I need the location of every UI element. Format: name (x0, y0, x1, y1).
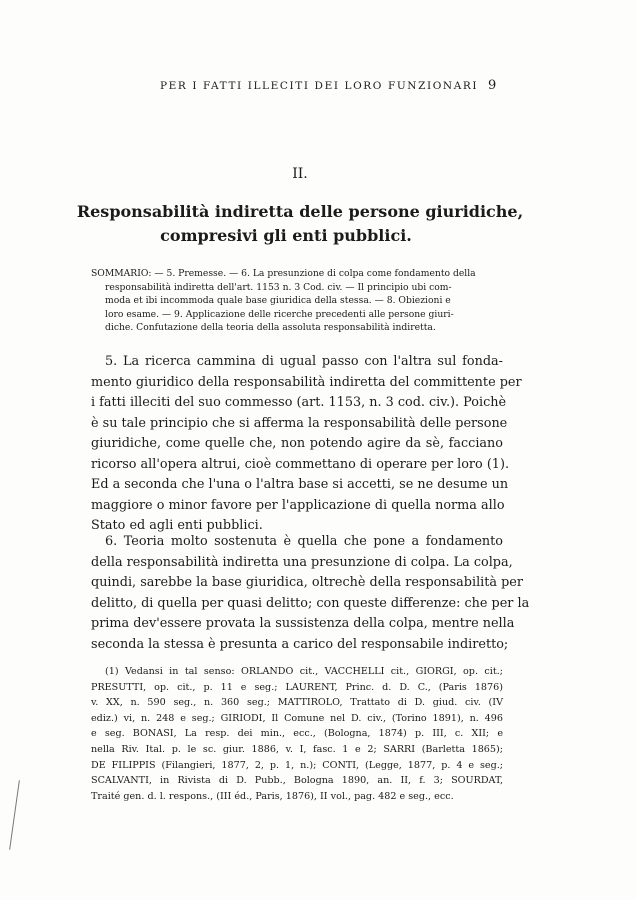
text-line: della responsabilità indiretta una presunzione di colpa. La colpa, (91, 554, 513, 570)
text-line: 6. Teoria molto sostenuta è quella che pone a fondamento (105, 534, 503, 549)
margin-pencil-mark (9, 780, 20, 849)
text-line: seconda la stessa è presunta a carico del responsabile indiretto; (91, 636, 509, 652)
footnote-line: e seg. BONASI, La resp. dei min., ecc., (Bologna, 1874) p. III, c. XII; e (91, 728, 503, 740)
text-line: delitto, di quella per quasi delitto; con queste differenze: che per la (91, 595, 530, 611)
text-line: è su tale principio che si afferma la responsabilità delle persone (91, 415, 508, 431)
footnote-line: DE FILIPPIS (Filangieri, 1877, 2, p. 1, n.); CONTI, (Legge, 1877, p. 4 e seg.; (91, 759, 503, 771)
summary-line: loro esame. — 9. Applicazione delle ricerche precedenti alle persone giuri- (105, 308, 454, 320)
footnote-line: PRESUTTI, op. cit., p. 11 e seg.; LAURENT, Princ. d. D. C., (Paris 1876) (91, 681, 503, 693)
section-number: II. (292, 166, 308, 182)
text-line: prima dev'essere provata la sussistenza della colpa, mentre nella (91, 616, 515, 631)
summary-line: SOMMARIO: — 5. Premesse. — 6. La presunzione di colpa come fondamento della (91, 268, 476, 279)
summary (91, 267, 501, 335)
footnote-line: SCALVANTI, in Rivista di D. Pubb., Bologna 1890, an. II, f. 3; SOURDAT, (91, 775, 503, 787)
text-line: mento giuridico della responsabilità indiretta del committente per (91, 374, 522, 390)
section-title-line-1: Responsabilità indiretta delle persone giuridiche, (76, 202, 524, 221)
text-line: Stato ed agli enti pubblici. (91, 518, 263, 533)
section-title-line-2: compresivi gli enti pubblici. (160, 226, 412, 245)
text-line: maggiore o minor favore per l'applicazione di quella norma allo (91, 497, 505, 513)
footnote-line: nella Riv. Ital. p. le sc. giur. 1886, v. I, fasc. 1 e 2; SARRI (Barletta 1865); (91, 743, 503, 755)
footnote-line: (1) Vedansi in tal senso: ORLANDO cit., VACCHELLI cit., GIORGI, op. cit.; (105, 666, 503, 677)
footnote-line: v. XX, n. 590 seg., n. 360 seg.; MATTIROLO, Trattato di D. giud. civ. (IV (91, 697, 503, 709)
running-header: PER I FATTI ILLECITI DEI LORO FUNZIONARI (160, 80, 479, 92)
paragraph-6 (91, 532, 530, 655)
footnote-line: ediz.) vi, n. 248 e seg.; GIRIODI, Il Comune nel D. civ., (Torino 1891), n. 496 (91, 712, 503, 724)
text-line: Ed a seconda che l'una o l'altra base si accetti, se ne desume un (91, 477, 509, 492)
footnote-line: Traité gen. d. l. respons., (III éd., Paris, 1876), II vol., pag. 482 e seg., ecc. (91, 790, 454, 802)
text-line: i fatti illeciti del suo commesso (art. 1153, n. 3 cod. civ.). Poichè (91, 395, 507, 410)
summary-line: moda et ibi incommoda quale base giuridica della stessa. — 8. Obiezioni e (105, 295, 451, 306)
text-line: 5. La ricerca cammina di ugual passo con l'altra sul fonda- (105, 354, 503, 369)
footnote (91, 664, 503, 804)
text-line: quindi, sarebbe la base giuridica, oltrechè della responsabilità per (91, 575, 523, 590)
paragraph-5 (91, 352, 522, 537)
page-number: 9 (488, 78, 497, 93)
text-line: giuridiche, come quelle che, non potendo agire da sè, facciano (91, 436, 503, 451)
summary-line: diche. Confutazione della teoria della assoluta responsabilità indiretta. (105, 322, 436, 333)
summary-line: responsabilità indiretta dell'art. 1153 n. 3 Cod. civ. — Il principio ubi com- (105, 281, 452, 293)
text-line: ricorso all'opera altrui, cioè commettano di operare per loro (1). (91, 456, 510, 472)
